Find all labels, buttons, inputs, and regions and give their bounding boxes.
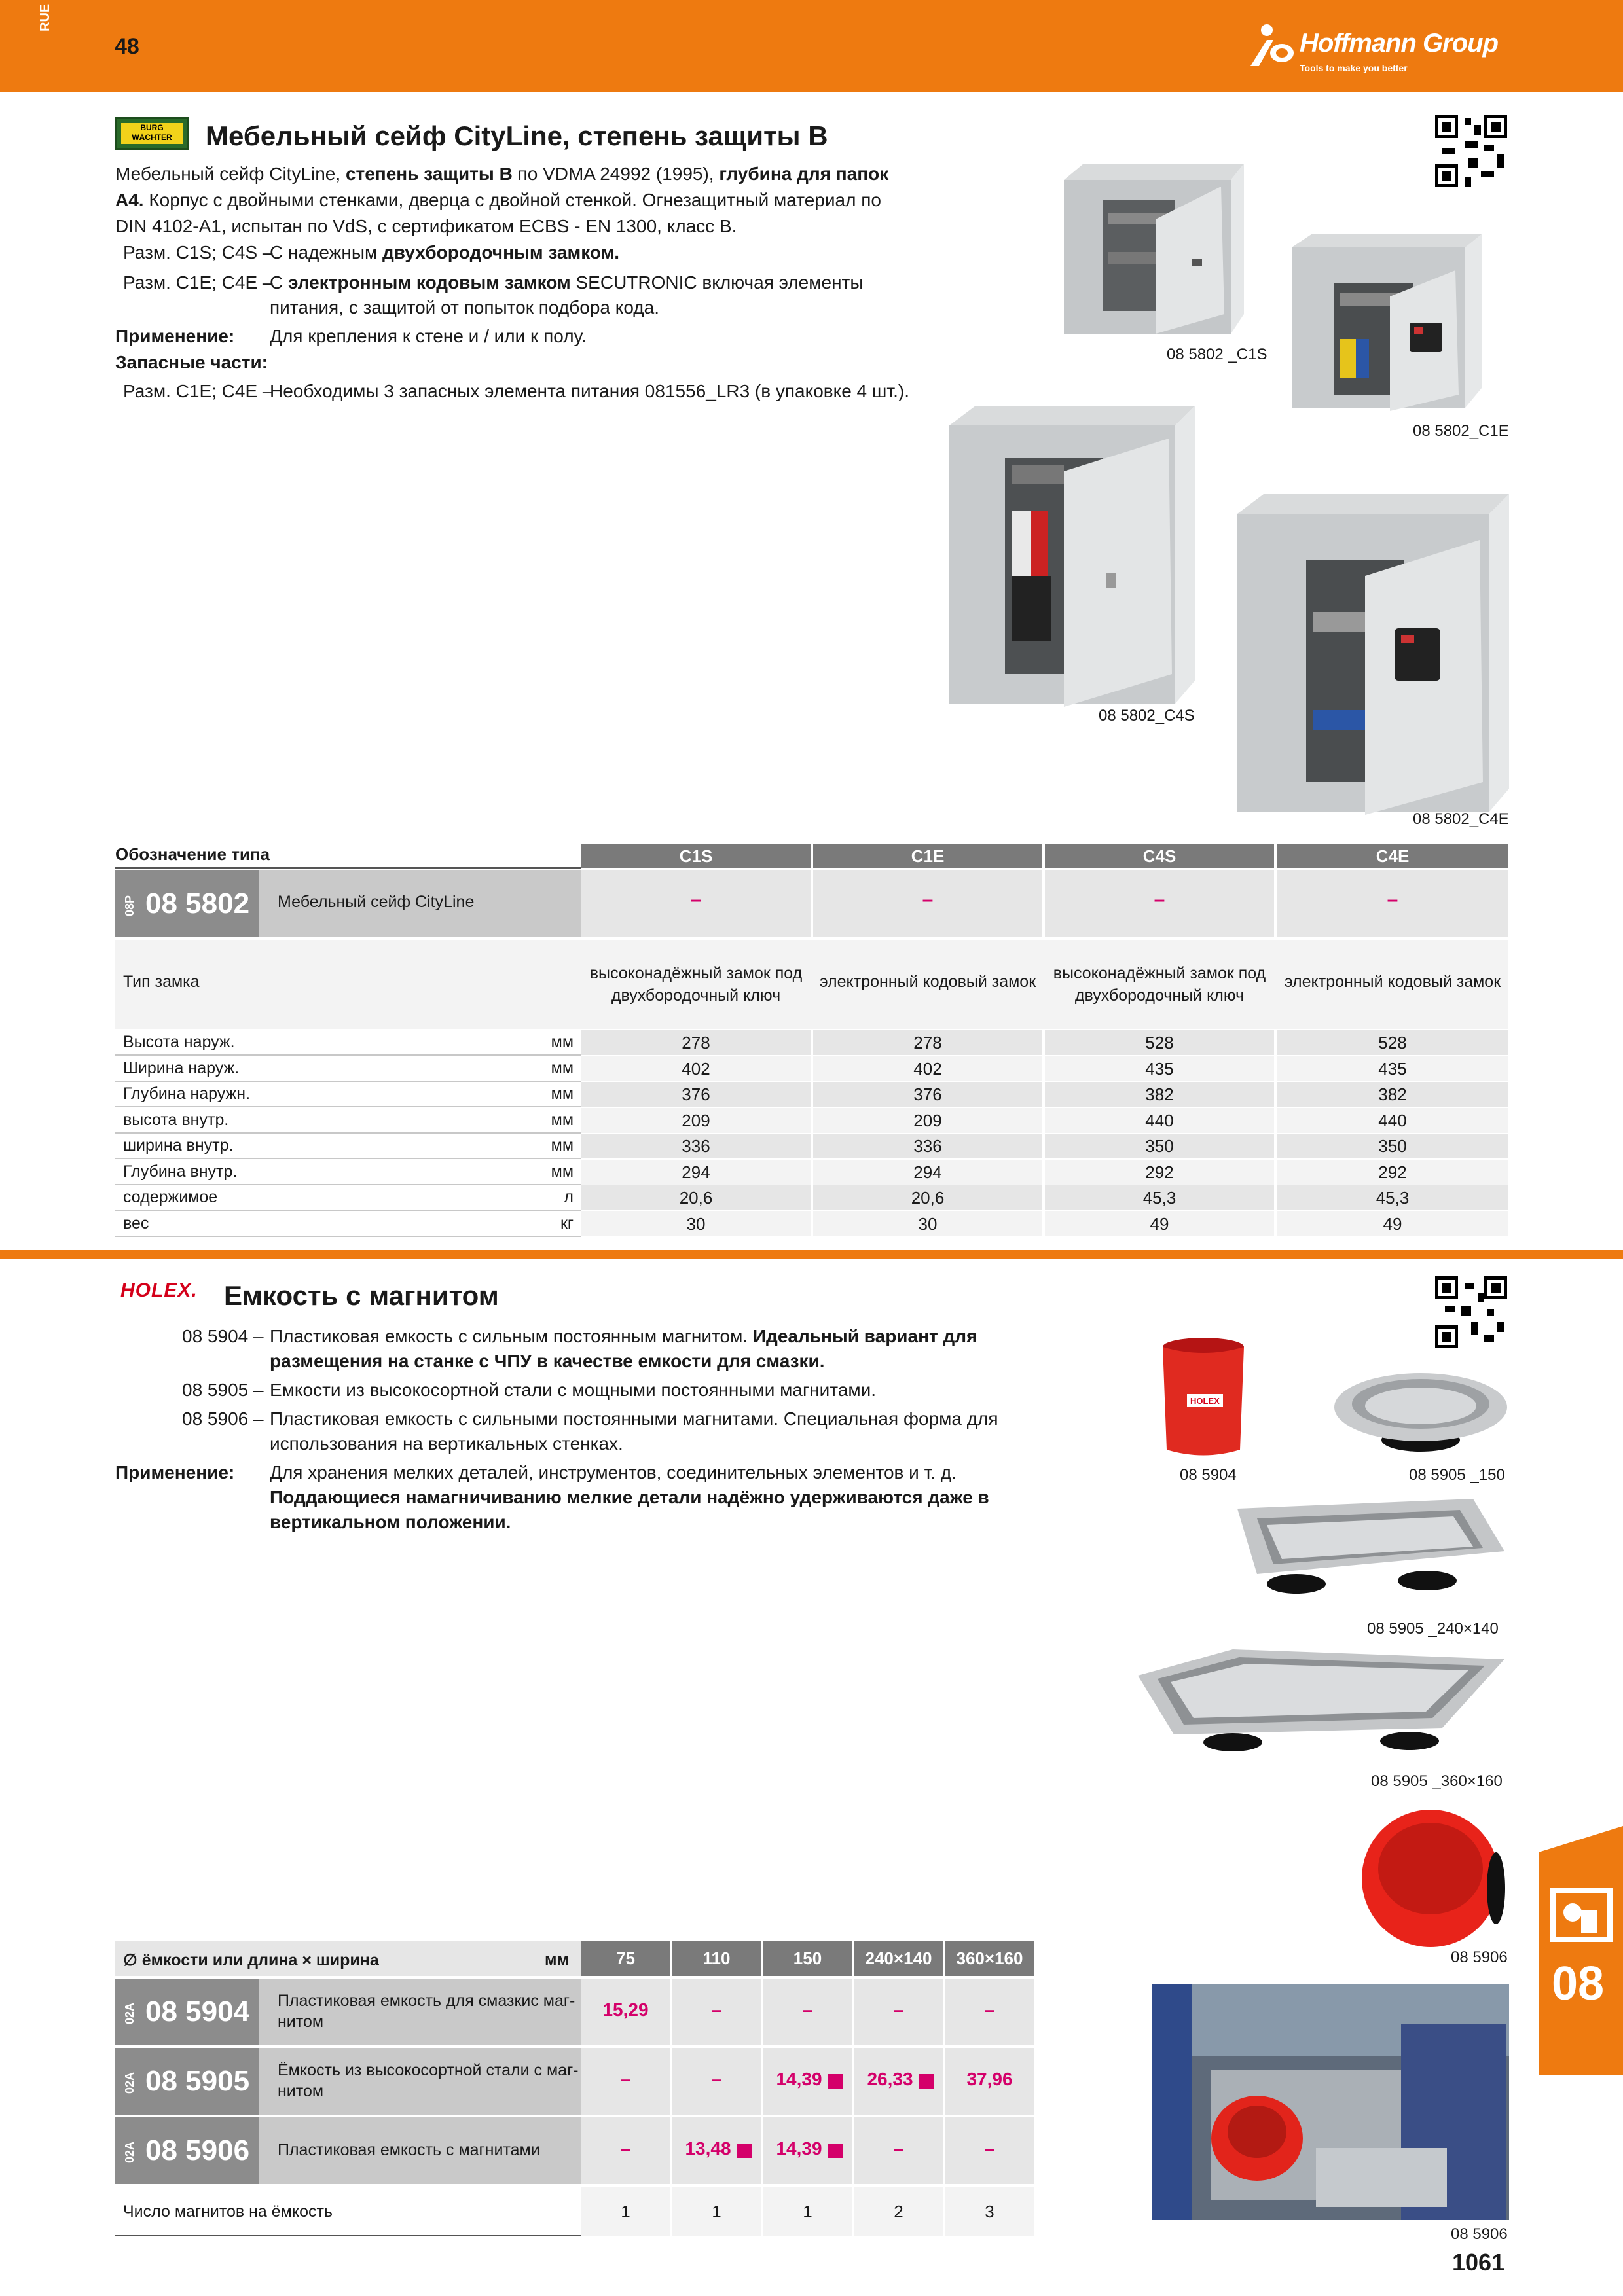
spec-row-label: ширина внутр. — [123, 1136, 234, 1155]
price-cell — [672, 2048, 761, 2115]
spec-cell: 336 — [813, 1134, 1042, 1158]
item-text-3-line2: использования на вертикальных стенках. — [270, 1433, 623, 1454]
spec-row-unit: мм — [551, 1033, 574, 1051]
stock-marker-icon — [828, 2144, 843, 2158]
price-cell — [581, 2117, 670, 2184]
hoffmann-group-logo — [1247, 24, 1522, 76]
article-code: 02A — [123, 2002, 136, 2024]
price-value: – — [893, 2000, 904, 2020]
magnets-cell: 1 — [672, 2187, 761, 2236]
price-value: 37,96 — [966, 2069, 1013, 2089]
article-name-line: Пластиковая емкость с магнитами — [278, 2141, 540, 2159]
table2-row — [115, 2117, 1036, 2184]
spec-cell: 278 — [581, 1030, 811, 1055]
cup-label: HOLEX — [1190, 1396, 1220, 1406]
caption-c1s: 08 5802 _C1S — [1167, 346, 1267, 363]
spare-item-label: Разм. C1E; C4E – — [123, 381, 273, 401]
caption-085906-photo: 08 5906 — [1451, 2225, 1508, 2243]
item-code-2: 08 5905 – — [182, 1380, 264, 1400]
spec-cell: 292 — [1277, 1160, 1508, 1185]
qr-code[interactable] — [1435, 115, 1507, 187]
price-value: – — [984, 2138, 995, 2159]
chapter-number: 08 — [1552, 1958, 1605, 2010]
price-cell — [763, 2117, 852, 2184]
magnets-cell: 2 — [854, 2187, 943, 2236]
article-name-line: Ёмкость из высокосортной стали с маг- — [278, 2061, 579, 2079]
table2-header-label: ∅ ёмкости или длина × ширина — [123, 1951, 379, 1969]
item-code-1: 08 5904 – — [182, 1326, 264, 1346]
safe-image-c4e — [1234, 494, 1512, 815]
price-value: – — [711, 2069, 722, 2089]
magnets-row-rule — [115, 2235, 581, 2236]
spec-row-unit: мм — [551, 1058, 574, 1077]
caption-c4s: 08 5802_C4S — [1099, 707, 1195, 725]
table2-row — [115, 1979, 1036, 2045]
spec-cell: 30 — [581, 1211, 811, 1236]
safe-image-c4s — [946, 406, 1198, 707]
application2-bold-2: вертикальном положении. — [270, 1512, 511, 1532]
col-header-c4e: C4E — [1277, 844, 1508, 868]
spec-row-unit: мм — [551, 1162, 574, 1181]
col-header-c1s: C1S — [581, 844, 811, 868]
spec-cell: 402 — [813, 1056, 1042, 1081]
burg-logo-text: BURG WÄCHTER — [121, 123, 183, 144]
safe-image-c1e — [1288, 234, 1485, 412]
product-image-085905-150 — [1332, 1368, 1509, 1456]
article-name — [278, 1990, 579, 2032]
item-text-1: Пластиковая емкость с сильным постоянным магнитом. Идеальный вариант для — [270, 1326, 977, 1346]
caption-c1e: 08 5802_C1E — [1413, 422, 1509, 440]
section1-title: Мебельный сейф CityLine, степень защиты B — [206, 120, 828, 151]
magnets-cell: 3 — [945, 2187, 1034, 2236]
price-value: – — [620, 2069, 631, 2089]
product-image-085905-360 — [1135, 1643, 1508, 1761]
spec-row-unit: мм — [551, 1136, 574, 1155]
item-code-3: 08 5906 – — [182, 1408, 264, 1429]
magnets-label: Число магнитов на ёмкость — [123, 2202, 333, 2221]
price-value: – — [620, 2138, 631, 2159]
desc-line-1: Мебельный сейф CityLine, степень защиты B по VDMA 24992 (1995), глубина для папок — [115, 164, 889, 184]
price-value: 13,48 — [685, 2138, 731, 2159]
section2-title: Емкость с магнитом — [224, 1280, 499, 1311]
spec-cell: 435 — [1045, 1056, 1274, 1081]
application-label: Применение: — [115, 326, 235, 346]
magnets-cell: 1 — [581, 2187, 670, 2236]
spec-cell: 209 — [813, 1108, 1042, 1133]
product-image-085904 — [1158, 1335, 1249, 1460]
application2-label: Применение: — [115, 1462, 235, 1482]
spec-row-label: вес — [123, 1213, 149, 1232]
brand-tagline: Tools to make you better — [1300, 63, 1408, 73]
caption-c4e: 08 5802_C4E — [1413, 810, 1509, 828]
lock-type-c1e: электронный кодовый замок — [819, 973, 1036, 991]
spec-cell: 376 — [581, 1082, 811, 1107]
spare-parts-label: Запасные части: — [115, 352, 268, 372]
spec-row — [115, 1134, 1508, 1158]
lock-type-label: Тип замка — [123, 973, 200, 991]
size-label-2: Разм. C1E; C4E – — [123, 272, 273, 293]
table2-col-header: 240×140 — [854, 1941, 943, 1976]
spec-cell: 382 — [1277, 1082, 1508, 1107]
table2-col-header: 110 — [672, 1941, 761, 1976]
magnets-cell: 1 — [763, 2187, 852, 2236]
size-text-1: С надежным двухбородочным замком. — [270, 242, 620, 262]
article-value-c1s: – — [690, 889, 702, 910]
burg-waechter-logo — [115, 117, 189, 150]
spec-row-unit: мм — [551, 1085, 574, 1103]
qr-code-icon — [1435, 115, 1507, 187]
col-header-c4s: C4S — [1045, 844, 1274, 868]
article-value-c4e: – — [1387, 889, 1398, 910]
page-number-bottom: 1061 — [1452, 2249, 1505, 2276]
spec-cell: 528 — [1045, 1030, 1274, 1055]
stock-marker-icon — [737, 2144, 752, 2158]
brand-name: Hoffmann Group — [1300, 29, 1499, 58]
page-number-top: 48 — [115, 34, 139, 59]
spec-row — [115, 1030, 1508, 1055]
table2-row — [115, 2048, 1036, 2115]
product-image-085905-240 — [1218, 1496, 1506, 1600]
spec-cell: 376 — [813, 1082, 1042, 1107]
stock-marker-icon — [828, 2074, 843, 2089]
item-text-3: Пластиковая емкость с сильными постоянными магнитами. Специальная форма для — [270, 1408, 998, 1429]
spec-cell: 30 — [813, 1211, 1042, 1236]
col-header-c1e: C1E — [813, 844, 1042, 868]
magnets-row — [115, 2187, 1036, 2236]
spec-row-label: Глубина внутр. — [123, 1162, 238, 1181]
article-value-c1e: – — [922, 889, 934, 910]
spec-row-label: Ширина наруж. — [123, 1058, 240, 1077]
size-text-2-line2: питания, с защитой от попыток подбора кода. — [270, 297, 659, 317]
application2-bold-1: Поддающиеся намагничиванию мелкие детали надёжно удерживаются даже в — [270, 1487, 989, 1507]
caption-085905-360: 08 5905 _360×160 — [1371, 1772, 1503, 1790]
spec-cell: 336 — [581, 1134, 811, 1158]
caption-085906: 08 5906 — [1451, 1948, 1508, 1966]
article-name — [278, 2140, 579, 2161]
price-value: 15,29 — [602, 2000, 649, 2020]
safe-image-c1s — [1057, 160, 1247, 337]
spec-row — [115, 1160, 1508, 1185]
spec-row-unit: л — [564, 1188, 574, 1206]
article-number[interactable]: 08 5904 — [145, 1996, 250, 2028]
price-cell — [672, 2117, 761, 2184]
price-cell — [672, 1979, 761, 2045]
article-code: 08P — [123, 895, 136, 916]
table2-col-header: 150 — [763, 1941, 852, 1976]
spec-row-label: содержимое — [123, 1188, 218, 1206]
article-name-line: нитом — [278, 2013, 324, 2031]
region-code: RUE — [38, 3, 52, 31]
price-value: – — [984, 2000, 995, 2020]
product-image-085906 — [1359, 1806, 1506, 1950]
spec-cell: 382 — [1045, 1082, 1274, 1107]
type-label: Обозначение типа — [115, 844, 270, 864]
price-value: – — [802, 2000, 813, 2020]
price-cell — [854, 1979, 943, 2045]
spare-item-text: Необходимы 3 запасных элемента питания 081556_LR3 (в упаковке 4 шт.). — [270, 381, 909, 401]
article-code: 02A — [123, 2141, 136, 2163]
price-cell — [854, 2117, 943, 2184]
article-number[interactable]: 08 5905 — [145, 2065, 250, 2097]
price-value: 14,39 — [776, 2138, 822, 2159]
spec-row-unit: кг — [560, 1213, 574, 1232]
application-text: Для крепления к стене и / или к полу. — [270, 326, 587, 346]
spec-row — [115, 1108, 1508, 1133]
spec-cell: 294 — [581, 1160, 811, 1185]
application2-text: Для хранения мелких деталей, инструментов, соединительных элементов и т. д. — [270, 1462, 957, 1482]
article-name — [278, 2060, 579, 2102]
lock-type-c1s: высоконадёжный замок под двухбородочный ключ — [589, 964, 803, 1005]
spec-cell: 350 — [1277, 1134, 1508, 1158]
article-name-line: нитом — [278, 2082, 324, 2100]
spec-cell: 402 — [581, 1056, 811, 1081]
type-label-underline — [115, 867, 581, 869]
application-photo-085906 — [1152, 1984, 1509, 2220]
spec-row — [115, 1082, 1508, 1107]
type-label-cell — [115, 844, 581, 867]
price-cell — [581, 1979, 670, 2045]
caption-085905-240: 08 5905 _240×140 — [1367, 1620, 1499, 1638]
spec-row — [115, 1211, 1508, 1236]
spec-cell: 350 — [1045, 1134, 1274, 1158]
spec-cell: 49 — [1277, 1211, 1508, 1236]
spec-cell: 294 — [813, 1160, 1042, 1185]
spec-cell: 45,3 — [1277, 1185, 1508, 1210]
spec-cell: 278 — [813, 1030, 1042, 1055]
spec-cell: 292 — [1045, 1160, 1274, 1185]
price-cell — [763, 1979, 852, 2045]
section1-description — [115, 161, 940, 240]
price-value: – — [893, 2138, 904, 2159]
article-name: Мебельный сейф CityLine — [278, 893, 475, 911]
chapter-tab[interactable] — [1539, 1826, 1623, 2075]
price-cell — [763, 2048, 852, 2115]
spec-cell: 49 — [1045, 1211, 1274, 1236]
table2-col-header: 75 — [581, 1941, 670, 1976]
spec-row-label: Высота наруж. — [123, 1033, 235, 1051]
spec-row — [115, 1185, 1508, 1210]
spec-cell: 440 — [1277, 1108, 1508, 1133]
desc-line-3: DIN 4102-A1, испытан по VdS, с сертификатом ECBS - EN 1300, класс B. — [115, 216, 737, 236]
stock-marker-icon — [919, 2074, 934, 2089]
price-value: 26,33 — [867, 2069, 913, 2089]
qr-code-icon — [1435, 1276, 1507, 1348]
spec-row-unit: мм — [551, 1110, 574, 1129]
caption-085904: 08 5904 — [1180, 1466, 1237, 1484]
spec-cell: 209 — [581, 1108, 811, 1133]
price-cell — [945, 1979, 1034, 2045]
price-cell — [945, 2117, 1034, 2184]
item-text-1-line2: размещения на станке с ЧПУ в качестве емкости для смазки. — [270, 1351, 825, 1371]
spec-row-label: высота внутр. — [123, 1110, 229, 1129]
size-label-1: Разм. C1S; C4S – — [123, 242, 273, 262]
price-value: 14,39 — [776, 2069, 822, 2089]
article-name-line: Пластиковая емкость для смазкис маг- — [278, 1992, 575, 2010]
article-value-c4s: – — [1154, 889, 1165, 910]
spec-row-label: Глубина наружн. — [123, 1085, 251, 1103]
article-number[interactable]: 08 5906 — [145, 2134, 250, 2166]
holex-logo: HOLEX. — [120, 1280, 198, 1301]
spec-cell: 20,6 — [581, 1185, 811, 1210]
price-cell — [854, 2048, 943, 2115]
item-text-2: Емкости из высокосортной стали с мощными постоянными магнитами. — [270, 1380, 877, 1400]
price-cell — [945, 2048, 1034, 2115]
section-divider — [0, 1250, 1623, 1259]
lock-type-c4s: высоконадёжный замок под двухбородочный ключ — [1053, 964, 1266, 1005]
article-code: 02A — [123, 2072, 136, 2094]
spec-cell: 440 — [1045, 1108, 1274, 1133]
table2-header-unit: мм — [545, 1950, 569, 1969]
spec-cell: 20,6 — [813, 1185, 1042, 1210]
spec-cell: 435 — [1277, 1056, 1508, 1081]
table2-col-header: 360×160 — [945, 1941, 1034, 1976]
caption-085905-150: 08 5905 _150 — [1409, 1466, 1505, 1484]
hoffmann-logo-icon — [1247, 24, 1296, 69]
spec-row-rule — [115, 1236, 581, 1237]
article-number[interactable]: 08 5802 — [145, 888, 250, 920]
desc-line-2: A4. Корпус с двойными стенками, дверца с двойной стенкой. Огнезащитный материал по — [115, 190, 881, 210]
qr-code-2[interactable] — [1435, 1276, 1507, 1348]
table2-column-headers — [581, 1941, 1036, 1976]
price-cell — [581, 2048, 670, 2115]
spec-cell: 45,3 — [1045, 1185, 1274, 1210]
spec-row — [115, 1056, 1508, 1081]
size-text-2: С электронным кодовым замком SECUTRONIC включая элементы — [270, 272, 864, 293]
lock-type-c4e: электронный кодовый замок — [1284, 973, 1501, 991]
price-value: – — [711, 2000, 722, 2020]
spec-cell: 528 — [1277, 1030, 1508, 1055]
